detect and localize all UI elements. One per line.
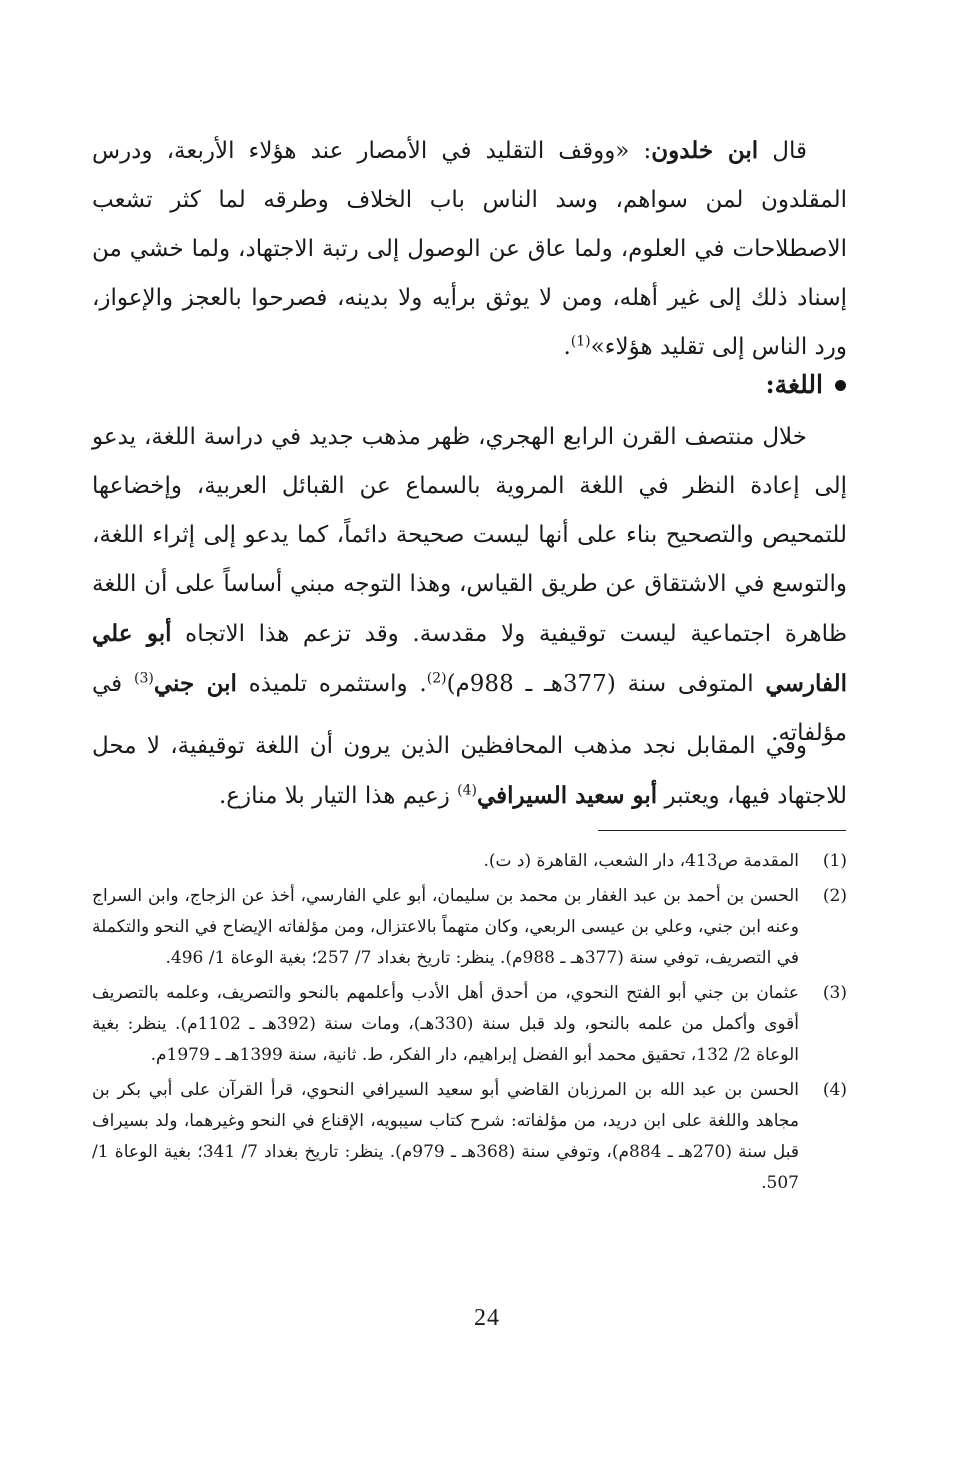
section-heading-language [765, 363, 846, 407]
paragraph-conservative-school [92, 722, 847, 821]
footnote-ref-2: (2) [426, 670, 447, 687]
paragraph-text: . واستثمره تلميذه [236, 671, 427, 697]
footnote-number: (3) [822, 983, 847, 1003]
footnote-text: المقدمة ص413، دار الشعب، القاهرة (د ت). [483, 851, 799, 871]
section-heading-text: اللغة: [765, 370, 823, 399]
author-name: ابن خلدون [651, 137, 759, 164]
footnote-item [92, 1075, 847, 1199]
quote-text: : «ووقف التقليد في الأمصار عند هؤلاء الأربعة، ودرس المقلدون لمن سواهم، وسد الناس باب الخلاف وطرقه لما كثر تشعب الاصطلاحات في العلوم، ولما عاق عن الوصول إلى رتبة الاجتهاد، ولما خشي من إسناد ذلك إلى غير أهله، ومن لا يوثق برأيه ولا بدينه، فصرحوا بالعجز والإعواز، ورد الناس إلى تقليد هؤلاء» [92, 138, 847, 360]
footnote-text: عثمان بن جني أبو الفتح النحوي، من أحدق أهل الأدب وأعلمهم بالنحو والتصريف، وعلمه بالتصريف أقوى وأكمل من علمه بالنحو، ولد قبل سنة (330هـ)، ومات سنة (392هـ ـ 1102م). ينظر: بغية الوعاة 2/ 132، تحقيق محمد أبو الفضل إبراهيم، دار الفكر، ط. ثانية، سنة 1399هـ ـ 1979م. [92, 983, 800, 1065]
page-number: 24 [474, 1305, 500, 1331]
paragraph-text: خلال منتصف القرن الرابع الهجري، ظهر مذهب جديد في دراسة اللغة، يدعو إلى إعادة النظر في اللغة المروية بالسماع عن القبائل العربية، وإخضاعها للتمحيص والتصحيح بناء على أنها ليست صحيحة دائماً، كما يدعو إلى إثراء اللغة، والتوسع في الاشتقاق عن طريق القياس، وهذا التوجه مبني أساساً على أن اللغة ظاهرة اجتماعية ليست توقيفية ولا مقدسة. وقد تزعم هذا الاتجاه [92, 424, 847, 647]
footnote-text: الحسن بن عبد الله بن المرزبان القاضي أبو سعيد السيرافي النحوي، قرأ القرآن على أبي بكر بن مجاهد واللغة على ابن دريد، من مؤلفاته: شرح كتاب سيبويه، الإقناع في النحو وغيرهما، ولد بسيراف قبل سنة (270هـ ـ 884م)، وتوفي سنة (368هـ ـ 979م). ينظر: تاريخ بغداد 7/ 341؛ بغية الوعاة 1/ 507. [92, 1080, 800, 1193]
footnote-ref-3: (3) [133, 670, 154, 687]
paragraph-new-school [92, 413, 847, 758]
person-name: ابن جني [153, 670, 237, 697]
footnote-text: الحسن بن أحمد بن عبد الغفار بن محمد بن سليمان، أبو علي الفارسي، أخذ عن الزجاج، وابن السراج وعنه ابن جني، وعلي بن عيسى الربعي، وكان متهماً بالاعتزال، ومن مؤلفاته الإيضاح في النحو والتكملة في التصريف، توفي سنة (377هـ ـ 988م). ينظر: تاريخ بغداد 7/ 257؛ بغية الوعاة 1/ 496. [92, 886, 799, 968]
paragraph-text: المتوفى سنة (377هـ ـ 988م) [446, 671, 766, 697]
footnote-ref-1: (1) [570, 333, 591, 350]
paragraph-ibn-khaldun-quote [92, 126, 847, 372]
paragraph-text: زعيم هذا التيار بلا منازع. [218, 783, 458, 809]
footnote-ref-4: (4) [457, 782, 477, 799]
paragraph-text: في مؤلفاته. [92, 671, 847, 746]
quote-end: . [563, 334, 571, 360]
paragraph-text: وفي المقابل نجد مذهب المحافظين الذين يرون أن اللغة توقيفية، لا محل للاجتهاد فيها، ويعتبر [92, 733, 847, 809]
footnote-number: (2) [822, 886, 847, 906]
footnote-item [92, 978, 847, 1071]
person-name: أبو سعيد السيرافي [477, 782, 658, 809]
footnote-number: (4) [822, 1080, 847, 1100]
person-name: أبو علي الفارسي [92, 620, 847, 697]
footnote-divider [598, 830, 846, 831]
footnote-item [92, 881, 847, 974]
footnote-number: (1) [822, 851, 847, 871]
paragraph-prefix: قال [758, 138, 807, 164]
footnotes [92, 846, 847, 1203]
bullet-icon [835, 380, 846, 391]
footnote-item [92, 846, 847, 877]
